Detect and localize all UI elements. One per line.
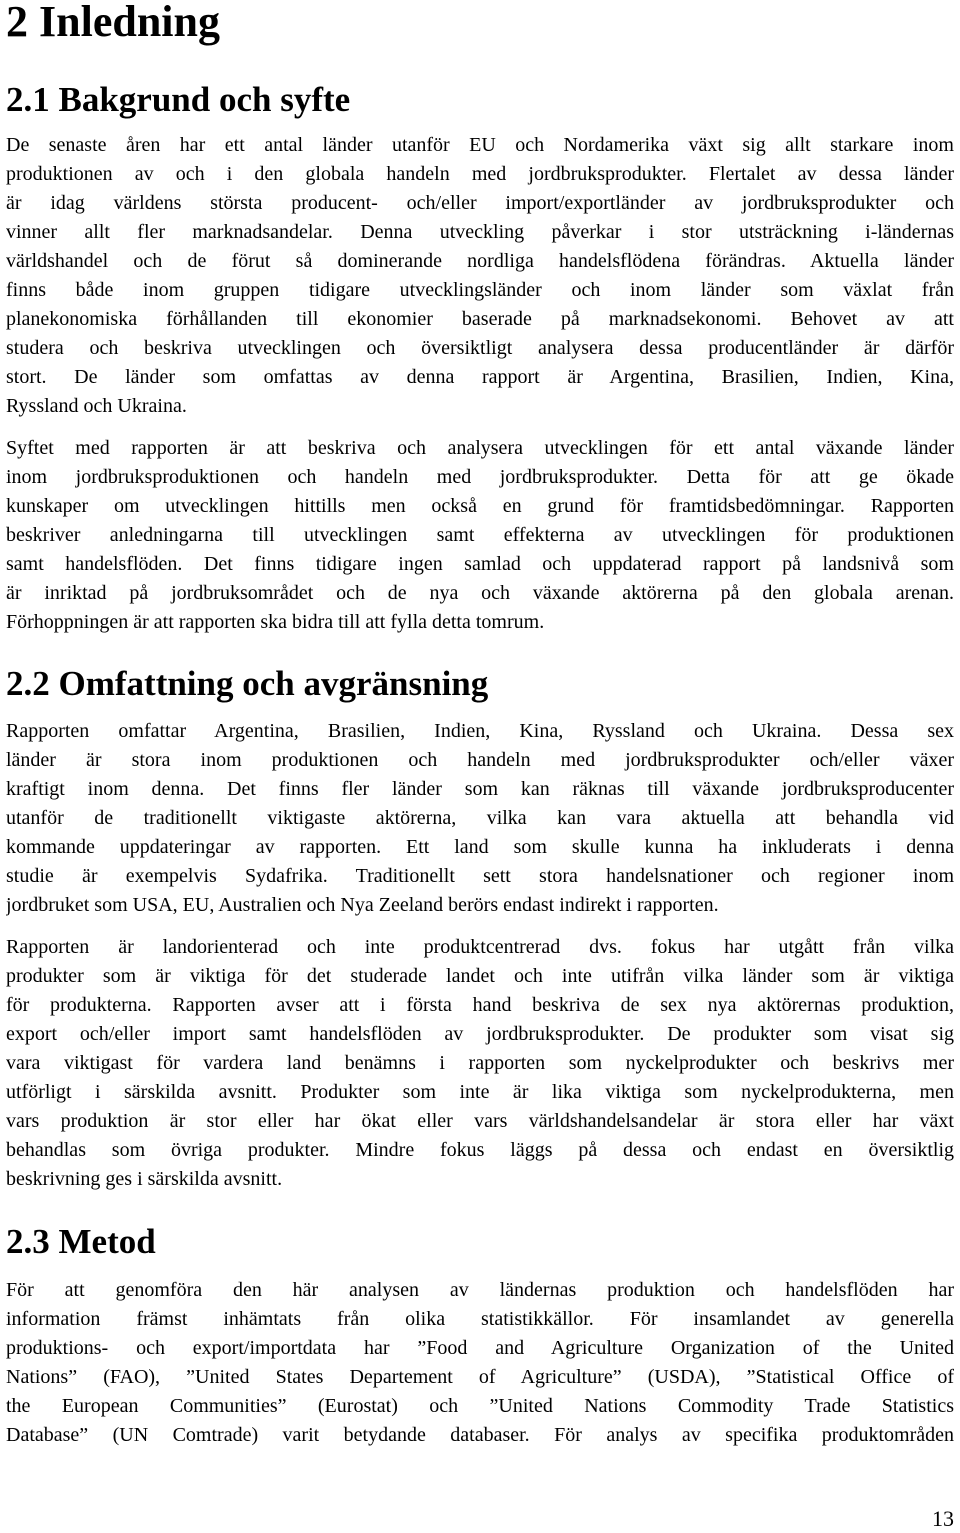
text-line: produktionen av och i den globala handeln med jordbruksprodukter. Flertalet av dessa länder xyxy=(6,163,954,185)
paragraph xyxy=(6,434,954,637)
text-line: Nations” (FAO), ”United States Departement of Agriculture” (USDA), ”Statistical Office of xyxy=(6,1366,954,1388)
text-line: Syftet med rapporten är att beskriva och analysera utvecklingen för ett antal växande länder xyxy=(6,437,954,459)
text-line: finns både inom gruppen tidigare utvecklingsländer och inom länder som växlat från xyxy=(6,279,954,301)
text-line: jordbruket som USA, EU, Australien och Nya Zeeland berörs endast indirekt i rapporten. xyxy=(6,894,719,916)
text-line: produkter som är viktiga för det studerade landet och inte utifrån vilka länder som är viktiga xyxy=(6,965,954,987)
text-line: kommande uppdateringar av rapporten. Ett land som skulle kunna ha inkluderats i denna xyxy=(6,836,954,858)
text-line: export och/eller import samt handelsflöden av jordbruksprodukter. De produkter som visat sig xyxy=(6,1023,954,1045)
text-line: studera och beskriva utvecklingen och översiktligt analysera dessa producentländer är därför xyxy=(6,337,954,359)
text-line: samt handelsflöden. Det finns tidigare ingen samlad och uppdaterad rapport på landsnivå som xyxy=(6,553,954,575)
text-line: inom jordbruksproduktionen och handeln med jordbruksprodukter. Detta för att ge ökade xyxy=(6,466,954,488)
text-line: Rapporten är landorienterad och inte produktcentrerad dvs. fokus har utgått från vilka xyxy=(6,936,954,958)
paragraph xyxy=(6,131,954,421)
text-line: vinner allt fler marknadsandelar. Denna utveckling påverkar i stor utsträckning i-ländernas xyxy=(6,221,954,243)
text-line: vara viktigast för vardera land benämns i rapporten som nyckelprodukter och beskrivs mer xyxy=(6,1052,954,1074)
page-number: 13 xyxy=(932,1506,954,1531)
text-line: information främst inhämtats från olika statistikkällor. För insamlandet av generella xyxy=(6,1308,954,1330)
text-line: vars produktion är stor eller har ökat eller vars världshandelsandelar är stora eller har växt xyxy=(6,1110,954,1132)
text-line: är idag världens största producent- och/eller import/exportländer av jordbruksprodukter och xyxy=(6,192,954,214)
text-line: beskriver anledningarna till utvecklingen samt effekterna av utvecklingen för produktionen xyxy=(6,524,954,546)
text-line: stort. De länder som omfattas av denna rapport är Argentina, Brasilien, Indien, Kina, xyxy=(6,366,954,388)
chapter-heading: 2 Inledning xyxy=(6,0,220,46)
text-line: länder är stora inom produktionen och handeln med jordbruksprodukter och/eller växer xyxy=(6,749,954,771)
text-line: planekonomiska förhållanden till ekonomier baserade på marknadsekonomi. Behovet av att xyxy=(6,308,954,330)
text-line: är inriktad på jordbruksområdet och de nya och växande aktörerna på den globala arenan. xyxy=(6,582,954,604)
text-line: produktions- och export/importdata har ”Food and Agriculture Organization of the United xyxy=(6,1337,954,1359)
text-line: utanför de traditionellt viktigaste aktörerna, vilka kan vara aktuella att behandla vid xyxy=(6,807,954,829)
text-line: behandlas som övriga produkter. Mindre fokus läggs på dessa och endast en översiktlig xyxy=(6,1139,954,1161)
text-line: Förhoppningen är att rapporten ska bidra till att fylla detta tomrum. xyxy=(6,611,545,633)
paragraph xyxy=(6,717,954,920)
text-line: kunskaper om utvecklingen hittills men också en grund för framtidsbedömningar. Rapporten xyxy=(6,495,954,517)
text-line: beskrivning ges i särskilda avsnitt. xyxy=(6,1168,283,1190)
text-line: för produkterna. Rapporten avser att i första hand beskriva de sex nya aktörernas produktion, xyxy=(6,994,954,1016)
text-line: the European Communities” (Eurostat) och ”United Nations Commodity Trade Statistics xyxy=(6,1395,954,1417)
text-line: Ryssland och Ukraina. xyxy=(6,395,187,417)
paragraph xyxy=(6,1276,954,1450)
text-line: De senaste åren har ett antal länder utanför EU och Nordamerika växt sig allt starkare inom xyxy=(6,134,954,156)
text-line: För att genomföra den här analysen av ländernas produktion och handelsflöden har xyxy=(6,1279,954,1301)
text-line: Rapporten omfattar Argentina, Brasilien, Indien, Kina, Ryssland och Ukraina. Dessa sex xyxy=(6,720,954,742)
text-line: kraftigt inom denna. Det finns fler länder som kan räknas till växande jordbruksproducenter xyxy=(6,778,954,800)
text-line: Database” (UN Comtrade) varit betydande databaser. För analys av specifika produktområden xyxy=(6,1424,954,1446)
section-heading-2-1: 2.1 Bakgrund och syfte xyxy=(6,80,351,119)
section-heading-2-3: 2.3 Metod xyxy=(6,1222,156,1261)
paragraph xyxy=(6,933,954,1194)
section-heading-2-2: 2.2 Omfattning och avgränsning xyxy=(6,664,489,703)
text-line: studie är exempelvis Sydafrika. Traditionellt sett stora handelsnationer och regioner inom xyxy=(6,865,954,887)
text-line: världshandel och de förut så dominerande nordliga handelsflödena förändras. Aktuella länder xyxy=(6,250,954,272)
text-line: utförligt i särskilda avsnitt. Produkter som inte är lika viktiga som nyckelprodukterna, men xyxy=(6,1081,954,1103)
